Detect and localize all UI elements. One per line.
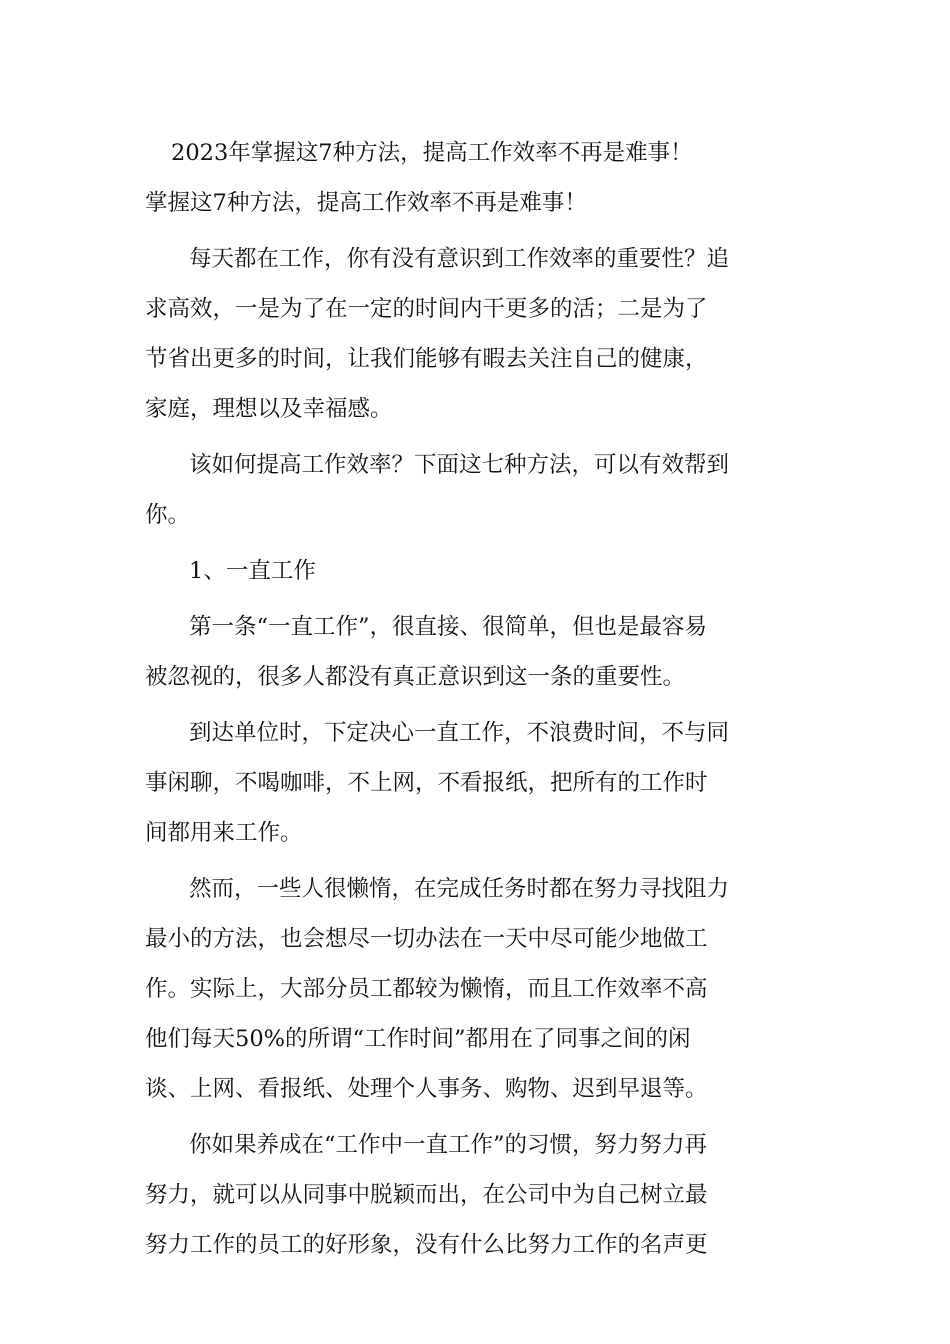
- section-heading: [145, 546, 810, 596]
- paragraph-line: 被忽视的，很多人都没有真正意识到这一条的重要性。: [145, 664, 686, 690]
- paragraph-line: 该如何提高工作效率？下面这七种方法，可以有效帮到: [189, 452, 730, 478]
- paragraph-line: 然而，一些人很懒惰，在完成任务时都在努力寻找阻力: [189, 876, 730, 902]
- paragraph-line: 努力工作的员工的好形象，没有什么比努力工作的名声更: [145, 1232, 708, 1258]
- section-heading-text: 1、一直工作: [189, 558, 316, 584]
- document-subtitle: 掌握这7种方法，提高工作效率不再是难事！: [145, 190, 587, 216]
- document-title: 2023年掌握这7种方法，提高工作效率不再是难事！: [171, 140, 693, 166]
- paragraph-line: 间都用来工作。: [145, 820, 303, 846]
- document-body: [145, 128, 810, 1276]
- paragraph-line: 第一条“一直工作”，很直接、很简单，但也是最容易: [189, 614, 708, 640]
- paragraph-line: 作。实际上，大部分员工都较为懒惰，而且工作效率不高: [145, 976, 708, 1002]
- paragraph-6: [145, 1120, 810, 1270]
- paragraph-line: 节省出更多的时间，让我们能够有暇去关注自己的健康，: [145, 346, 708, 372]
- paragraph-line: 求高效，一是为了在一定的时间内干更多的活；二是为了: [145, 296, 708, 322]
- paragraph-line: 你。: [145, 502, 191, 528]
- paragraph-line: 谈、上网、看报纸、处理个人事务、购物、迟到早退等。: [145, 1076, 708, 1102]
- paragraph-line: 努力，就可以从同事中脱颖而出，在公司中为自己树立最: [145, 1182, 708, 1208]
- paragraph-line: 每天都在工作，你有没有意识到工作效率的重要性？追: [189, 246, 730, 272]
- paragraph-line: 他们每天50%的所谓“工作时间”都用在了同事之间的闲: [145, 1026, 691, 1052]
- paragraph-4: [145, 708, 810, 858]
- paragraph-1: [145, 234, 810, 434]
- paragraph-2: [145, 440, 810, 540]
- paragraph-3: [145, 602, 810, 702]
- paragraph-line: 最小的方法，也会想尽一切办法在一天中尽可能少地做工: [145, 926, 708, 952]
- paragraph-line: 事闲聊，不喝咖啡，不上网，不看报纸，把所有的工作时: [145, 770, 708, 796]
- paragraph-line: 到达单位时，下定决心一直工作，不浪费时间，不与同: [189, 720, 730, 746]
- paragraph-5: [145, 864, 810, 1114]
- paragraph-line: 你如果养成在“工作中一直工作”的习惯，努力努力再: [189, 1132, 708, 1158]
- paragraph-line: 家庭，理想以及幸福感。: [145, 396, 393, 422]
